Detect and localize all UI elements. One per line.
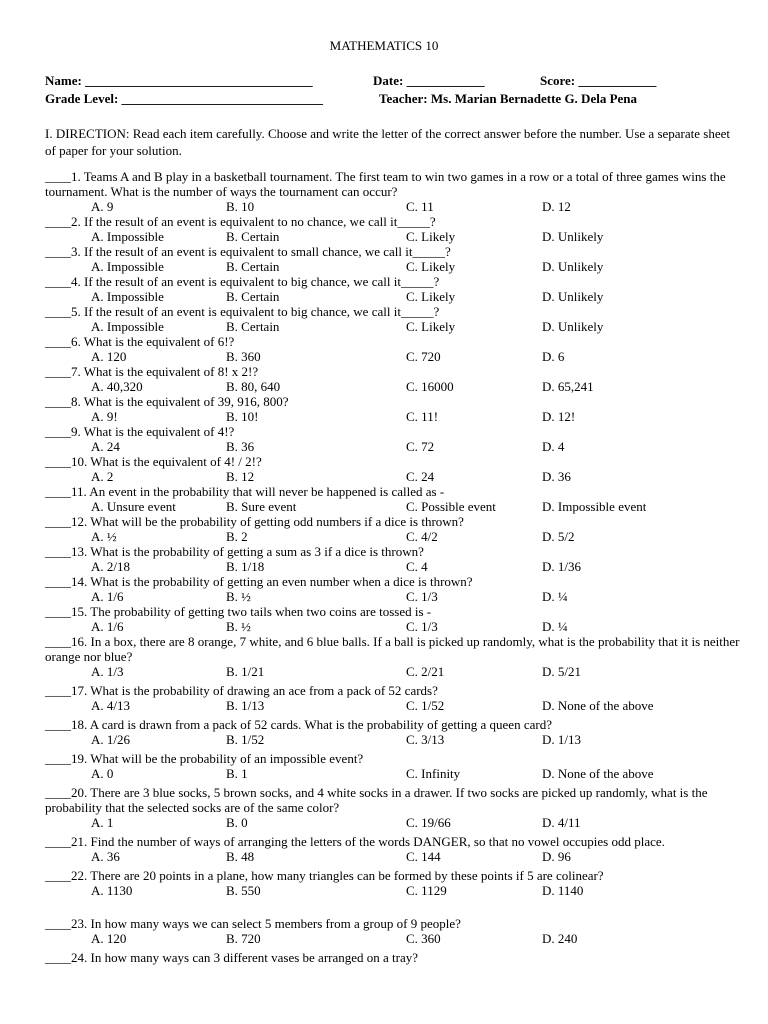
- choice-d: D. 4/11: [542, 815, 581, 830]
- choice-c: C. Infinity: [406, 766, 461, 781]
- choice-a: A. 4/13: [91, 698, 130, 713]
- choice-a: A. 1: [91, 815, 114, 830]
- question-item: [45, 454, 745, 484]
- choice-c: C. 1/3: [406, 619, 438, 634]
- question-item: [45, 683, 745, 713]
- question-item: [45, 634, 745, 679]
- choice-a: A. 1/26: [91, 732, 130, 747]
- choice-a: A. 36: [91, 849, 120, 864]
- question-stem: ____8. What is the equivalent of 39, 916, 800?: [45, 394, 289, 409]
- question-item: [45, 574, 745, 604]
- choice-c: C. Likely: [406, 289, 456, 304]
- question-stem: ____13. What is the probability of getting a sum as 3 if a dice is thrown?: [45, 544, 424, 559]
- question-stem: ____5. If the result of an event is equivalent to big chance, we call it_____?: [45, 304, 440, 319]
- choice-a: A. Impossible: [91, 259, 164, 274]
- choice-a: A. 24: [91, 439, 120, 454]
- answer-choices: [45, 931, 745, 946]
- choice-b: B. 1/21: [226, 664, 265, 679]
- choice-c: C. 720: [406, 349, 441, 364]
- choice-a: A. 1/3: [91, 664, 124, 679]
- choice-c: C. 360: [406, 931, 441, 946]
- answer-choices: [45, 319, 745, 334]
- answer-choices: [45, 698, 745, 713]
- choice-d: D. ¼: [542, 619, 568, 634]
- question-item: [45, 274, 745, 304]
- choice-b: B. 48: [226, 849, 255, 864]
- question-item: [45, 214, 745, 244]
- score-field-label: Score: ____________: [540, 73, 657, 88]
- choice-a: A. Impossible: [91, 319, 164, 334]
- choice-b: B. Certain: [226, 289, 280, 304]
- choice-d: D. 12!: [542, 409, 576, 424]
- question-item: [45, 514, 745, 544]
- choice-d: D. 96: [542, 849, 571, 864]
- choice-a: A. 120: [91, 931, 127, 946]
- question-stem: ____19. What will be the probability of an impossible event?: [45, 751, 364, 766]
- choice-b: B. 0: [226, 815, 248, 830]
- choice-d: D. 6: [542, 349, 565, 364]
- answer-choices: [45, 499, 745, 514]
- choice-b: B. ½: [226, 619, 251, 634]
- choice-b: B. 10!: [226, 409, 259, 424]
- answer-choices: [45, 559, 745, 574]
- question-stem: ____4. If the result of an event is equivalent to big chance, we call it_____?: [45, 274, 440, 289]
- question-item: [45, 424, 745, 454]
- answer-choices: [45, 815, 745, 830]
- choice-c: C. 4: [406, 559, 428, 574]
- answer-choices: [45, 379, 745, 394]
- choice-c: C. 11!: [406, 409, 439, 424]
- choice-a: A. Unsure event: [91, 499, 176, 514]
- question-stem: ____17. What is the probability of drawing an ace from a pack of 52 cards?: [45, 683, 438, 698]
- answer-choices: [45, 664, 745, 679]
- question-stem: ____3. If the result of an event is equivalent to small chance, we call it_____?: [45, 244, 451, 259]
- choice-b: B. 80, 640: [226, 379, 281, 394]
- choice-b: B. 550: [226, 883, 261, 898]
- question-stem: ____14. What is the probability of getting an even number when a dice is thrown?: [45, 574, 473, 589]
- answer-choices: [45, 732, 745, 747]
- answer-choices: [45, 349, 745, 364]
- choice-d: D. 5/2: [542, 529, 575, 544]
- question-item: [45, 785, 745, 830]
- choice-c: C. Possible event: [406, 499, 496, 514]
- choice-b: B. Sure event: [226, 499, 297, 514]
- answer-choices: [45, 529, 745, 544]
- choice-b: B. 12: [226, 469, 255, 484]
- question-stem: ____23. In how many ways we can select 5 members from a group of 9 people?: [45, 916, 461, 931]
- choice-c: C. Likely: [406, 259, 456, 274]
- question-stem: ____18. A card is drawn from a pack of 52 cards. What is the probability of getting a queen card?: [45, 717, 552, 732]
- choice-a: A. 2/18: [91, 559, 130, 574]
- choice-d: D. 240: [542, 931, 578, 946]
- question-stem: ____7. What is the equivalent of 8! x 2!?: [45, 364, 259, 379]
- grade-level-field-label: Grade Level: _______________________________: [45, 91, 324, 106]
- choice-b: B. 10: [226, 199, 255, 214]
- question-stem: ____12. What will be the probability of getting odd numbers if a dice is thrown?: [45, 514, 464, 529]
- question-item: [45, 544, 745, 574]
- choice-a: A. Impossible: [91, 229, 164, 244]
- date-field-label: Date: ____________: [373, 73, 485, 88]
- question-stem: ____11. An event in the probability that will never be happened is called as -: [45, 484, 445, 499]
- choice-d: D. Unlikely: [542, 259, 604, 274]
- choice-a: A. 1/6: [91, 589, 124, 604]
- choice-d: D. 1/36: [542, 559, 581, 574]
- answer-choices: [45, 766, 745, 781]
- question-item: [45, 950, 745, 965]
- answer-choices: [45, 469, 745, 484]
- choice-b: B. Certain: [226, 319, 280, 334]
- answer-choices: [45, 409, 745, 424]
- choice-c: C. 144: [406, 849, 441, 864]
- choice-c: C. 1129: [406, 883, 447, 898]
- choice-d: D. 1/13: [542, 732, 581, 747]
- question-list: [45, 169, 745, 969]
- question-stem: ____21. Find the number of ways of arranging the letters of the words DANGER, so that no vowel occupies odd place.: [45, 834, 665, 849]
- question-item: [45, 169, 745, 214]
- question-stem: ____1. Teams A and B play in a basketball tournament. The first team to win two games in a row or a total of three games wins the tournament. What is the number of ways the tournament can occur?: [45, 169, 726, 199]
- choice-b: B. Certain: [226, 259, 280, 274]
- choice-d: D. Unlikely: [542, 319, 604, 334]
- question-stem: ____20. There are 3 blue socks, 5 brown socks, and 4 white socks in a drawer. If two socks are picked up randomly, what is the probability that the selected socks are of the same color?: [45, 785, 708, 815]
- choice-c: C. 1/3: [406, 589, 438, 604]
- document-title: MATHEMATICS 10: [329, 38, 439, 53]
- question-item: [45, 717, 745, 747]
- choice-c: C. 2/21: [406, 664, 445, 679]
- choice-c: C. 1/52: [406, 698, 445, 713]
- question-item: [45, 868, 745, 898]
- choice-a: A. 9: [91, 199, 114, 214]
- question-item: [45, 604, 745, 634]
- choice-b: B. 1: [226, 766, 248, 781]
- choice-c: C. Likely: [406, 229, 456, 244]
- question-item: [45, 916, 745, 946]
- choice-d: D. 4: [542, 439, 565, 454]
- question-item: [45, 334, 745, 364]
- choice-b: B. Certain: [226, 229, 280, 244]
- question-stem: ____6. What is the equivalent of 6!?: [45, 334, 235, 349]
- choice-a: A. 2: [91, 469, 114, 484]
- question-stem: ____16. In a box, there are 8 orange, 7 white, and 6 blue balls. If a ball is picked up randomly, what is the probability that it is neither orange nor blue?: [45, 634, 740, 664]
- choice-d: D. 12: [542, 199, 571, 214]
- choice-c: C. 4/2: [406, 529, 438, 544]
- choice-d: D. None of the above: [542, 766, 654, 781]
- question-item: [45, 364, 745, 394]
- direction-text: I. DIRECTION: Read each item carefully. Choose and write the letter of the correct answer before the number. Use a separate sheet of paper for your solution.: [45, 126, 730, 158]
- choice-c: C. 72: [406, 439, 435, 454]
- choice-b: B. 360: [226, 349, 261, 364]
- answer-choices: [45, 229, 745, 244]
- question-stem: ____9. What is the equivalent of 4!?: [45, 424, 235, 439]
- choice-a: A. Impossible: [91, 289, 164, 304]
- question-item: [45, 834, 745, 864]
- choice-c: C. 19/66: [406, 815, 451, 830]
- answer-choices: [45, 199, 745, 214]
- question-item: [45, 751, 745, 781]
- choice-d: D. 65,241: [542, 379, 594, 394]
- answer-choices: [45, 883, 745, 898]
- question-item: [45, 394, 745, 424]
- choice-a: A. 9!: [91, 409, 118, 424]
- choice-a: A. 1/6: [91, 619, 124, 634]
- answer-choices: [45, 259, 745, 274]
- question-stem: ____10. What is the equivalent of 4! / 2!?: [45, 454, 262, 469]
- choice-b: B. 2: [226, 529, 248, 544]
- choice-b: B. 36: [226, 439, 255, 454]
- choice-c: C. 16000: [406, 379, 454, 394]
- choice-c: C. 11: [406, 199, 434, 214]
- choice-d: D. Impossible event: [542, 499, 647, 514]
- choice-d: D. 36: [542, 469, 571, 484]
- question-stem: ____15. The probability of getting two tails when two coins are tossed is -: [45, 604, 432, 619]
- teacher-label: Teacher: Ms. Marian Bernadette G. Dela Pena: [379, 91, 638, 106]
- choice-a: A. 120: [91, 349, 127, 364]
- choice-b: B. 1/52: [226, 732, 265, 747]
- choice-b: B. ½: [226, 589, 251, 604]
- answer-choices: [45, 589, 745, 604]
- question-item: [45, 304, 745, 334]
- choice-d: D. ¼: [542, 589, 568, 604]
- question-item: [45, 484, 745, 514]
- question-stem: ____2. If the result of an event is equivalent to no chance, we call it_____?: [45, 214, 436, 229]
- choice-c: C. Likely: [406, 319, 456, 334]
- choice-d: D. 5/21: [542, 664, 581, 679]
- choice-a: A. 1130: [91, 883, 133, 898]
- answer-choices: [45, 289, 745, 304]
- choice-c: C. 24: [406, 469, 435, 484]
- choice-b: B. 1/13: [226, 698, 265, 713]
- choice-b: B. 720: [226, 931, 261, 946]
- choice-b: B. 1/18: [226, 559, 265, 574]
- choice-a: A. 40,320: [91, 379, 143, 394]
- choice-a: A. ½: [91, 529, 117, 544]
- choice-a: A. 0: [91, 766, 114, 781]
- choice-c: C. 3/13: [406, 732, 445, 747]
- answer-choices: [45, 849, 745, 864]
- choice-d: D. None of the above: [542, 698, 654, 713]
- choice-d: D. Unlikely: [542, 289, 604, 304]
- question-stem: ____22. There are 20 points in a plane, how many triangles can be formed by these points if 5 are colinear?: [45, 868, 604, 883]
- question-item: [45, 244, 745, 274]
- choice-d: D. Unlikely: [542, 229, 604, 244]
- choice-d: D. 1140: [542, 883, 584, 898]
- name-field-label: Name: ___________________________________: [45, 73, 313, 88]
- answer-choices: [45, 439, 745, 454]
- answer-choices: [45, 619, 745, 634]
- question-stem: ____24. In how many ways can 3 different vases be arranged on a tray?: [45, 950, 419, 965]
